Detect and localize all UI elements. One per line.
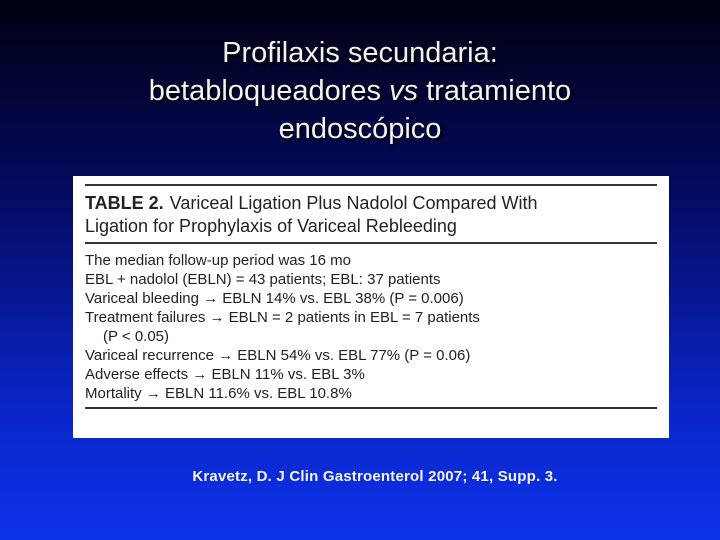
title-line-2	[0, 72, 720, 110]
table-image	[73, 176, 669, 438]
table-row: (P < 0.05)	[103, 328, 170, 345]
table-mid-rule	[85, 242, 657, 244]
citation: Kravetz, D. J Clin Gastroenterol 2007; 41, Supp. 3.	[192, 468, 558, 485]
table-row: Variceal bleeding → EBLN 14% vs. EBL 38% (P = 0.006)	[85, 290, 464, 307]
table-row: Variceal recurrence → EBLN 54% vs. EBL 77% (P = 0.06)	[85, 347, 471, 364]
table-row: Treatment failures → EBLN = 2 patients in EBL = 7 patients	[85, 309, 480, 326]
table-caption	[85, 192, 657, 238]
title-line-1: Profilaxis secundaria:	[222, 37, 498, 69]
title-line-2-pre: betabloqueadores	[148, 75, 390, 107]
table-body	[85, 251, 657, 403]
table-row: EBL + nadolol (EBLN) = 43 patients; EBL: 37 patients	[85, 271, 441, 288]
table-top-rule	[85, 184, 657, 186]
table-caption-line-1	[85, 192, 657, 215]
title-line-2-post: tratamiento	[418, 75, 572, 107]
table-row: Adverse effects → EBLN 11% vs. EBL 3%	[85, 366, 365, 383]
table-row: Mortality → EBLN 11.6% vs. EBL 10.8%	[85, 385, 352, 402]
table-caption-label: TABLE 2.	[85, 193, 164, 213]
slide-title	[0, 34, 720, 148]
table-row: The median follow-up period was 16 mo	[85, 252, 351, 269]
table-bottom-rule	[85, 407, 657, 409]
title-vs: vs	[389, 75, 419, 107]
table-caption-text-1: Variceal Ligation Plus Nadolol Compared With	[169, 193, 538, 213]
table-caption-line-2: Ligation for Prophylaxis of Variceal Rebleeding	[85, 216, 457, 236]
title-line-3: endoscópico	[278, 113, 442, 145]
